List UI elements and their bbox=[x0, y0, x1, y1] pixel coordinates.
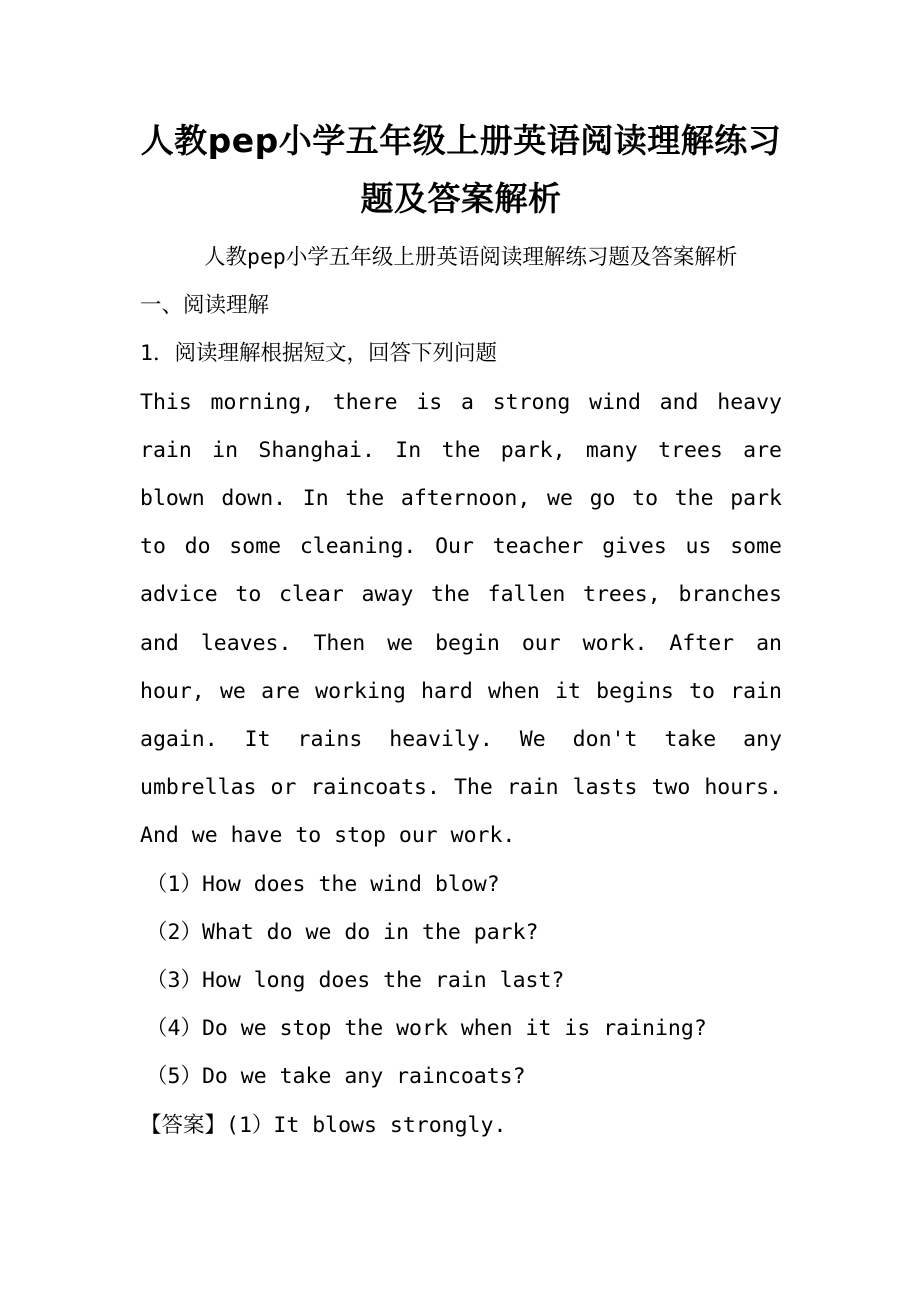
question-1: （1）How does the wind blow? bbox=[146, 871, 500, 897]
question-5: （5）Do we take any raincoats? bbox=[146, 1064, 526, 1090]
question-4: （4）Do we stop the work when it is raining? bbox=[146, 1016, 707, 1042]
question-3: （3）How long does the rain last? bbox=[146, 968, 565, 994]
question-intro: 1．阅读理解根据短文，回答下列问题 bbox=[140, 341, 497, 367]
title-line-1: 人教pep小学五年级上册英语阅读理解练习 bbox=[140, 121, 782, 160]
section-heading: 一、阅读理解 bbox=[140, 293, 270, 319]
document-page bbox=[140, 112, 782, 1150]
title-line-2: 题及答案解析 bbox=[360, 179, 562, 218]
intro-paragraph: 人教pep小学五年级上册英语阅读理解练习题及答案解析 bbox=[204, 245, 738, 270]
document-title bbox=[140, 112, 782, 228]
answer-line: 【答案】(1）It blows strongly. bbox=[140, 1112, 507, 1138]
question-2: （2）What do we do in the park? bbox=[146, 919, 539, 945]
reading-passage: This morning, there is a strong wind and heavy rain in Shanghai. In the park, many trees are blown down. In the afternoon, we go to the park to do some cleaning. Our teacher gives us some advice to clear away the fallen trees, branches and leaves. Then we begin our work. After an hour, we are working hard when it begins to rain again. It rains heavily. We don't take any umbrellas or raincoats. The rain lasts two hours. And we have to stop our work. bbox=[140, 389, 782, 849]
